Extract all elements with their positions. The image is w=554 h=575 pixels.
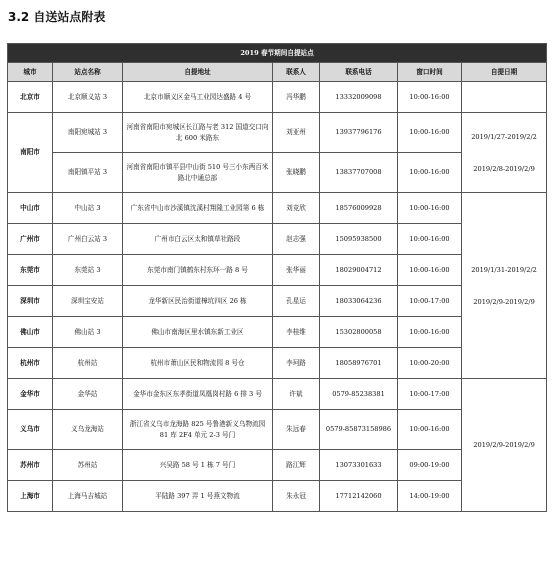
station-name-cell: 中山站 3 bbox=[53, 193, 123, 224]
station-name-cell: 东莞站 3 bbox=[53, 255, 123, 286]
contact-cell: 刘亚州 bbox=[273, 113, 320, 153]
station-name-cell: 广州白云站 3 bbox=[53, 224, 123, 255]
address-cell: 北京市顺义区金马工业园达盛路 4 号 bbox=[123, 82, 273, 113]
pickup-dates-cell: 2019/1/31-2019/2/2 2019/2/9-2019/2/9 bbox=[462, 193, 547, 379]
address-cell: 广州市白云区太和镇草社路段 bbox=[123, 224, 273, 255]
col-header: 自提地址 bbox=[123, 63, 273, 82]
hours-cell: 14:00-19:00 bbox=[398, 481, 462, 512]
table-row bbox=[8, 379, 547, 410]
phone-cell: 18576009928 bbox=[320, 193, 398, 224]
pickup-dates-cell: 2019/2/9-2019/2/9 bbox=[462, 379, 547, 512]
contact-cell: 张华丽 bbox=[273, 255, 320, 286]
address-cell: 兴吴路 58 号 1 栋 7 号门 bbox=[123, 450, 273, 481]
hours-cell: 09:00-19:00 bbox=[398, 450, 462, 481]
station-name-cell: 北京顺义站 3 bbox=[53, 82, 123, 113]
city-cell: 上海市 bbox=[8, 481, 53, 512]
contact-cell: 李珂路 bbox=[273, 348, 320, 379]
col-header: 联系人 bbox=[273, 63, 320, 82]
phone-cell: 13837707008 bbox=[320, 153, 398, 193]
pickup-stations-table bbox=[7, 43, 547, 512]
phone-cell: 0579-85238381 bbox=[320, 379, 398, 410]
table-row bbox=[8, 193, 547, 224]
address-cell: 浙江省义乌市龙海路 825 号鲁港新义乌物流园 81 库 2F4 单元 2-3 号门 bbox=[123, 410, 273, 450]
city-cell: 中山市 bbox=[8, 193, 53, 224]
phone-cell: 18033064236 bbox=[320, 286, 398, 317]
station-name-cell: 金华站 bbox=[53, 379, 123, 410]
city-cell: 苏州市 bbox=[8, 450, 53, 481]
hours-cell: 10:00-16:00 bbox=[398, 113, 462, 153]
col-header: 自提日期 bbox=[462, 63, 547, 82]
contact-cell: 刘竞欣 bbox=[273, 193, 320, 224]
station-name-cell: 上海马吉城站 bbox=[53, 481, 123, 512]
station-name-cell: 苏州站 bbox=[53, 450, 123, 481]
station-name-cell: 南阳镇平站 3 bbox=[53, 153, 123, 193]
phone-cell: 13937796176 bbox=[320, 113, 398, 153]
hours-cell: 10:00-16:00 bbox=[398, 224, 462, 255]
city-cell: 深圳市 bbox=[8, 286, 53, 317]
col-header: 城市 bbox=[8, 63, 53, 82]
city-cell: 杭州市 bbox=[8, 348, 53, 379]
col-header: 站点名称 bbox=[53, 63, 123, 82]
city-cell: 义乌市 bbox=[8, 410, 53, 450]
hours-cell: 10:00-17:00 bbox=[398, 286, 462, 317]
hours-cell: 10:00-16:00 bbox=[398, 410, 462, 450]
table-row bbox=[8, 113, 547, 153]
hours-cell: 10:00-16:00 bbox=[398, 82, 462, 113]
contact-cell: 许斌 bbox=[273, 379, 320, 410]
phone-cell: 18029004712 bbox=[320, 255, 398, 286]
contact-cell: 孔星运 bbox=[273, 286, 320, 317]
table-title: 2019 春节期间自提站点 bbox=[8, 44, 547, 63]
phone-cell: 15095938500 bbox=[320, 224, 398, 255]
phone-cell: 13073301633 bbox=[320, 450, 398, 481]
contact-cell: 赵志强 bbox=[273, 224, 320, 255]
address-cell: 东莞市南门镇鹤东村东环一路 8 号 bbox=[123, 255, 273, 286]
city-cell: 南阳市 bbox=[8, 113, 53, 193]
col-header: 窗口时间 bbox=[398, 63, 462, 82]
station-name-cell: 深圳宝安站 bbox=[53, 286, 123, 317]
address-cell: 河南省南阳市镇平县中山街 510 号三小东两百米路北中通总部 bbox=[123, 153, 273, 193]
city-cell: 佛山市 bbox=[8, 317, 53, 348]
phone-cell: 17712142060 bbox=[320, 481, 398, 512]
section-heading: 3.2 自送站点附表 bbox=[8, 10, 106, 24]
hours-cell: 10:00-16:00 bbox=[398, 255, 462, 286]
address-cell: 广东省中山市沙溪镇沈溪村翔隆工业园第 6 栋 bbox=[123, 193, 273, 224]
city-cell: 金华市 bbox=[8, 379, 53, 410]
address-cell: 平陆路 397 弄 1 号燕文物流 bbox=[123, 481, 273, 512]
city-cell: 东莞市 bbox=[8, 255, 53, 286]
phone-cell: 15302800058 bbox=[320, 317, 398, 348]
station-name-cell: 义乌龙海站 bbox=[53, 410, 123, 450]
hours-cell: 10:00-20:00 bbox=[398, 348, 462, 379]
address-cell: 河南省南阳市宛城区长江路与老 312 国道交口向北 600 米路东 bbox=[123, 113, 273, 153]
station-name-cell: 南阳宛城站 3 bbox=[53, 113, 123, 153]
hours-cell: 10:00-17:00 bbox=[398, 379, 462, 410]
hours-cell: 10:00-16:00 bbox=[398, 153, 462, 193]
city-cell: 广州市 bbox=[8, 224, 53, 255]
contact-cell: 张晓鹏 bbox=[273, 153, 320, 193]
pickup-dates-cell bbox=[462, 82, 547, 113]
col-header: 联系电话 bbox=[320, 63, 398, 82]
contact-cell: 路江辉 bbox=[273, 450, 320, 481]
table-row bbox=[8, 82, 547, 113]
table-body bbox=[8, 82, 547, 512]
hours-cell: 10:00-16:00 bbox=[398, 317, 462, 348]
phone-cell: 13332009098 bbox=[320, 82, 398, 113]
station-name-cell: 佛山站 3 bbox=[53, 317, 123, 348]
contact-cell: 朱远春 bbox=[273, 410, 320, 450]
address-cell: 杭州市萧山区民和物流园 8 号仓 bbox=[123, 348, 273, 379]
pickup-dates-cell: 2019/1/27-2019/2/2 2019/2/8-2019/2/9 bbox=[462, 113, 547, 193]
contact-cell: 冯华鹏 bbox=[273, 82, 320, 113]
phone-cell: 0579-85873158986 bbox=[320, 410, 398, 450]
station-name-cell: 杭州站 bbox=[53, 348, 123, 379]
address-cell: 龙华新区民治街道樟坑四区 26 栋 bbox=[123, 286, 273, 317]
hours-cell: 10:00-16:00 bbox=[398, 193, 462, 224]
address-cell: 金华市金东区东孝街道凤凰岗村路 6 排 3 号 bbox=[123, 379, 273, 410]
contact-cell: 李桂维 bbox=[273, 317, 320, 348]
contact-cell: 朱永冠 bbox=[273, 481, 320, 512]
city-cell: 北京市 bbox=[8, 82, 53, 113]
address-cell: 佛山市南海区里水镇东新工业区 bbox=[123, 317, 273, 348]
phone-cell: 18058976701 bbox=[320, 348, 398, 379]
